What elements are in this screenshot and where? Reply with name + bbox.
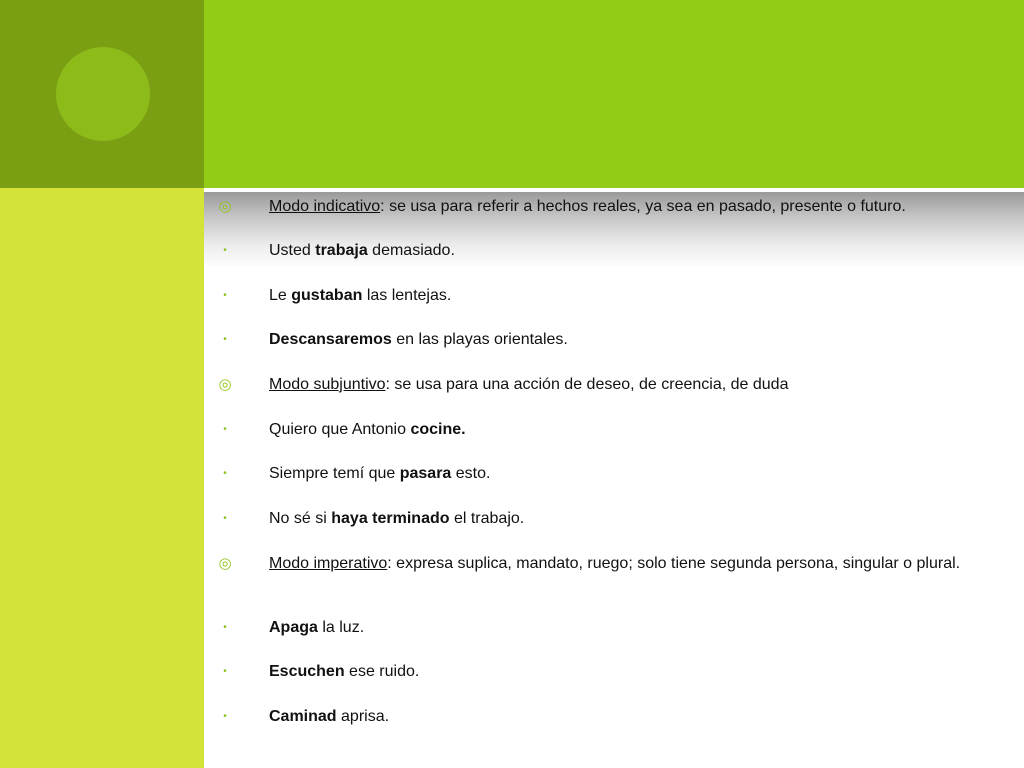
bullet-text: Modo imperativo: expresa suplica, mandato, ruego; solo tiene segunda persona, singular o plural. [269,555,961,572]
dot-bullet-icon: • [223,711,227,722]
bullet-text: Quiero que Antonio cocine. [269,421,466,438]
bullet-text: Siempre temí que pasara esto. [269,465,491,482]
dot-bullet-icon: • [223,424,227,435]
ring-bullet-icon: ◎ [218,555,232,572]
title-band [204,0,1024,188]
bullet-text: Modo indicativo: se usa para referir a hechos reales, ya sea en pasado, presente o futuro. [269,198,906,215]
bullet-text: Modo subjuntivo: se usa para una acción de deseo, de creencia, de duda [269,376,789,393]
dot-bullet-icon: • [223,468,227,479]
slide-content [204,192,1024,768]
dot-bullet-icon: • [223,666,227,677]
top-left-block [0,0,204,188]
bullet-text: No sé si haya terminado el trabajo. [269,510,525,527]
bullet-text: Apaga la luz. [269,619,365,636]
bullet-text: Usted trabaja demasiado. [269,242,455,259]
left-sidebar-band [0,188,204,768]
bullet-text: Le gustaban las lentejas. [269,287,452,304]
decorative-circle [56,47,150,141]
dot-bullet-icon: • [223,513,227,524]
dot-bullet-icon: • [223,622,227,633]
bullet-text: Escuchen ese ruido. [269,663,420,680]
dot-bullet-icon: • [223,334,227,345]
bullet-text: Descansaremos en las playas orientales. [269,331,568,348]
dot-bullet-icon: • [223,245,227,256]
ring-bullet-icon: ◎ [218,198,232,215]
dot-bullet-icon: • [223,290,227,301]
bullet-text: Caminad aprisa. [269,708,390,725]
ring-bullet-icon: ◎ [218,376,232,393]
